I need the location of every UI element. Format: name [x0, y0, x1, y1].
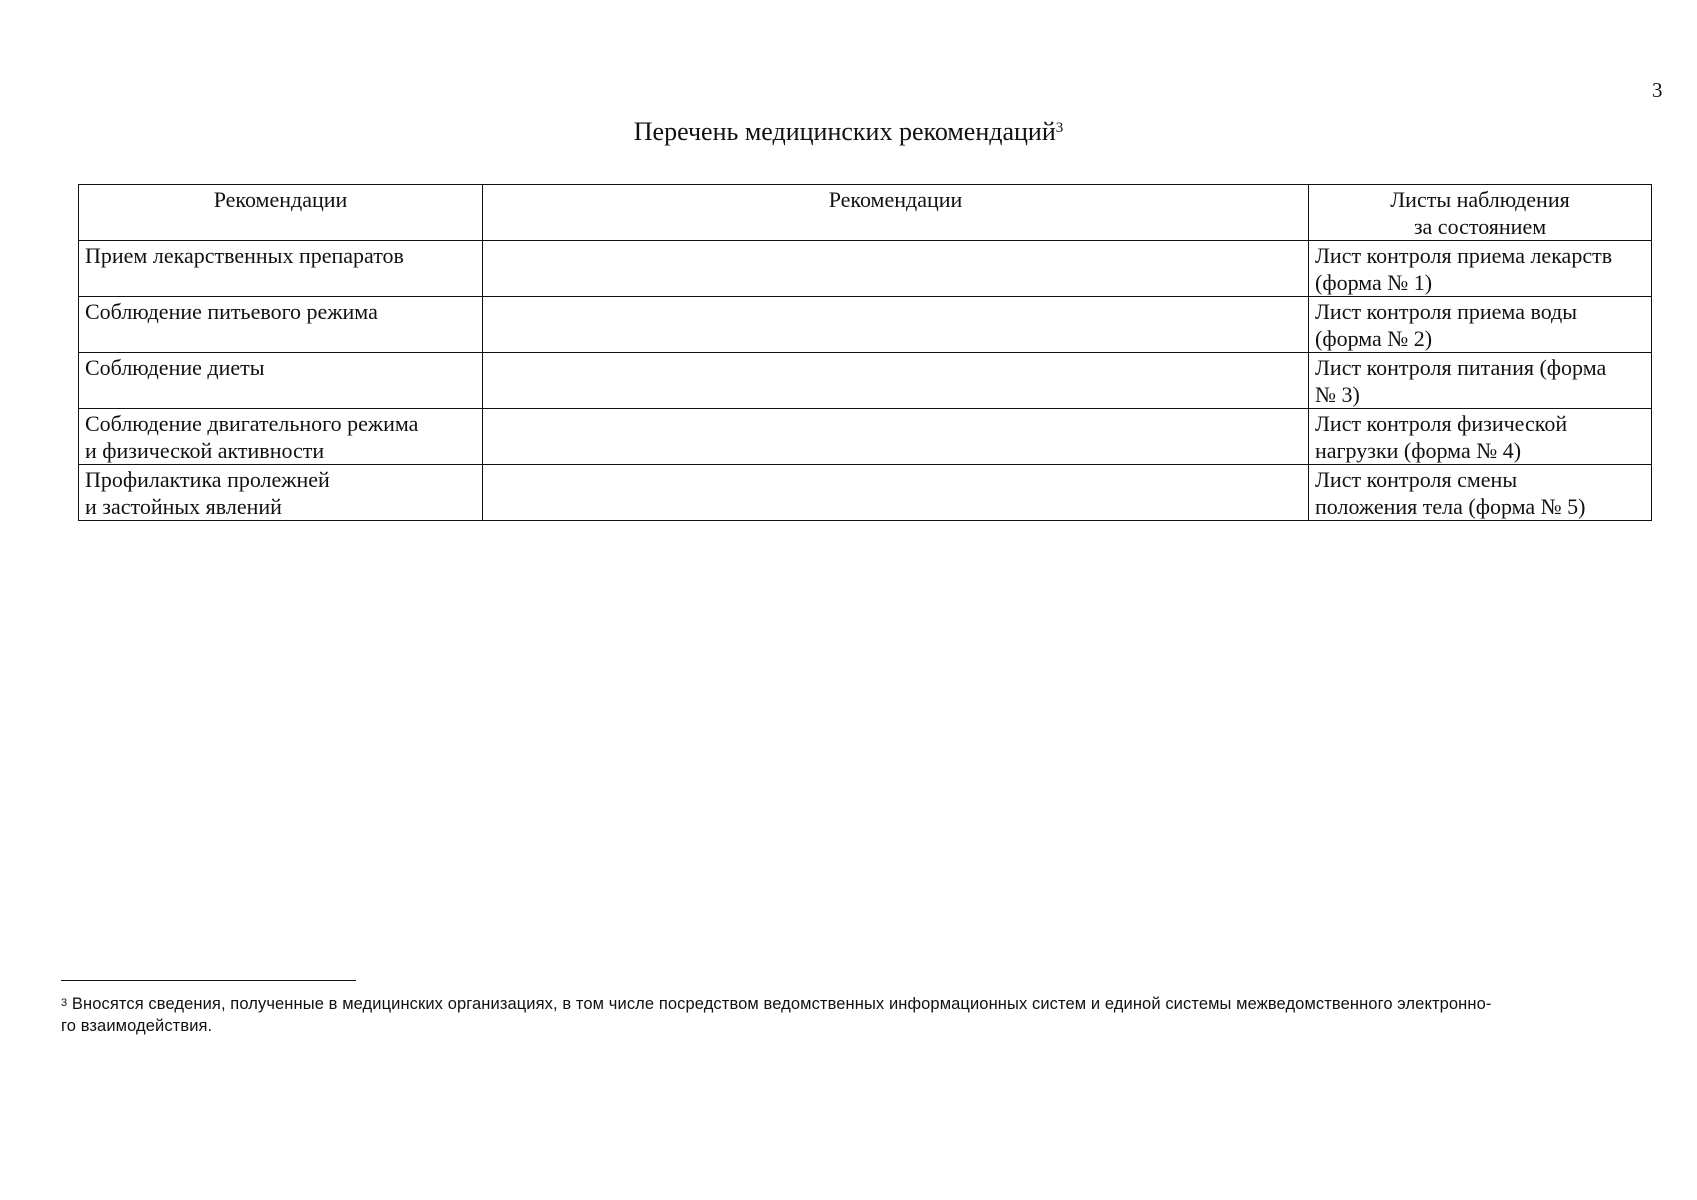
table-row	[79, 353, 1652, 409]
cell-observation-sheet: Лист контроля приема лекарств (форма № 1)	[1309, 241, 1652, 297]
recommendations-table	[78, 184, 1652, 521]
cell-details	[483, 241, 1309, 297]
cell-observation-sheet: Лист контроля приема воды (форма № 2)	[1309, 297, 1652, 353]
cell-details	[483, 297, 1309, 353]
cell-recommendation: Прием лекарственных препаратов	[79, 241, 483, 297]
page-number: 3	[1652, 78, 1663, 102]
table-header-row	[79, 185, 1652, 241]
table-row	[79, 297, 1652, 353]
table-row	[79, 465, 1652, 521]
page-title-text: Перечень медицинских рекомендаций	[633, 117, 1056, 146]
footnote	[61, 993, 1661, 1037]
footnote-text: Вносятся сведения, полученные в медицинских организациях, в том числе посредством ведомственных информационных систем и единой системы межведомственного электронно- го взаимодействия.	[61, 995, 1492, 1035]
cell-recommendation: Профилактика пролежней и застойных явлений	[79, 465, 483, 521]
title-footnote-marker: 3	[1055, 120, 1064, 136]
cell-observation-sheet: Лист контроля смены положения тела (форма № 5)	[1309, 465, 1652, 521]
table-row	[79, 409, 1652, 465]
header-recommendation-details: Рекомендации	[483, 185, 1309, 241]
header-observation-sheets: Листы наблюдения за состоянием	[1309, 185, 1652, 241]
cell-details	[483, 409, 1309, 465]
header-recommendation: Рекомендации	[79, 185, 483, 241]
footnote-marker: 3	[61, 997, 68, 1009]
cell-details	[483, 353, 1309, 409]
table-row	[79, 241, 1652, 297]
cell-observation-sheet: Лист контроля физической нагрузки (форма № 4)	[1309, 409, 1652, 465]
footnote-divider	[61, 980, 356, 981]
cell-observation-sheet: Лист контроля питания (форма № 3)	[1309, 353, 1652, 409]
cell-recommendation: Соблюдение питьевого режима	[79, 297, 483, 353]
cell-recommendation: Соблюдение диеты	[79, 353, 483, 409]
cell-recommendation: Соблюдение двигательного режима и физической активности	[79, 409, 483, 465]
page-title	[0, 117, 1697, 147]
cell-details	[483, 465, 1309, 521]
